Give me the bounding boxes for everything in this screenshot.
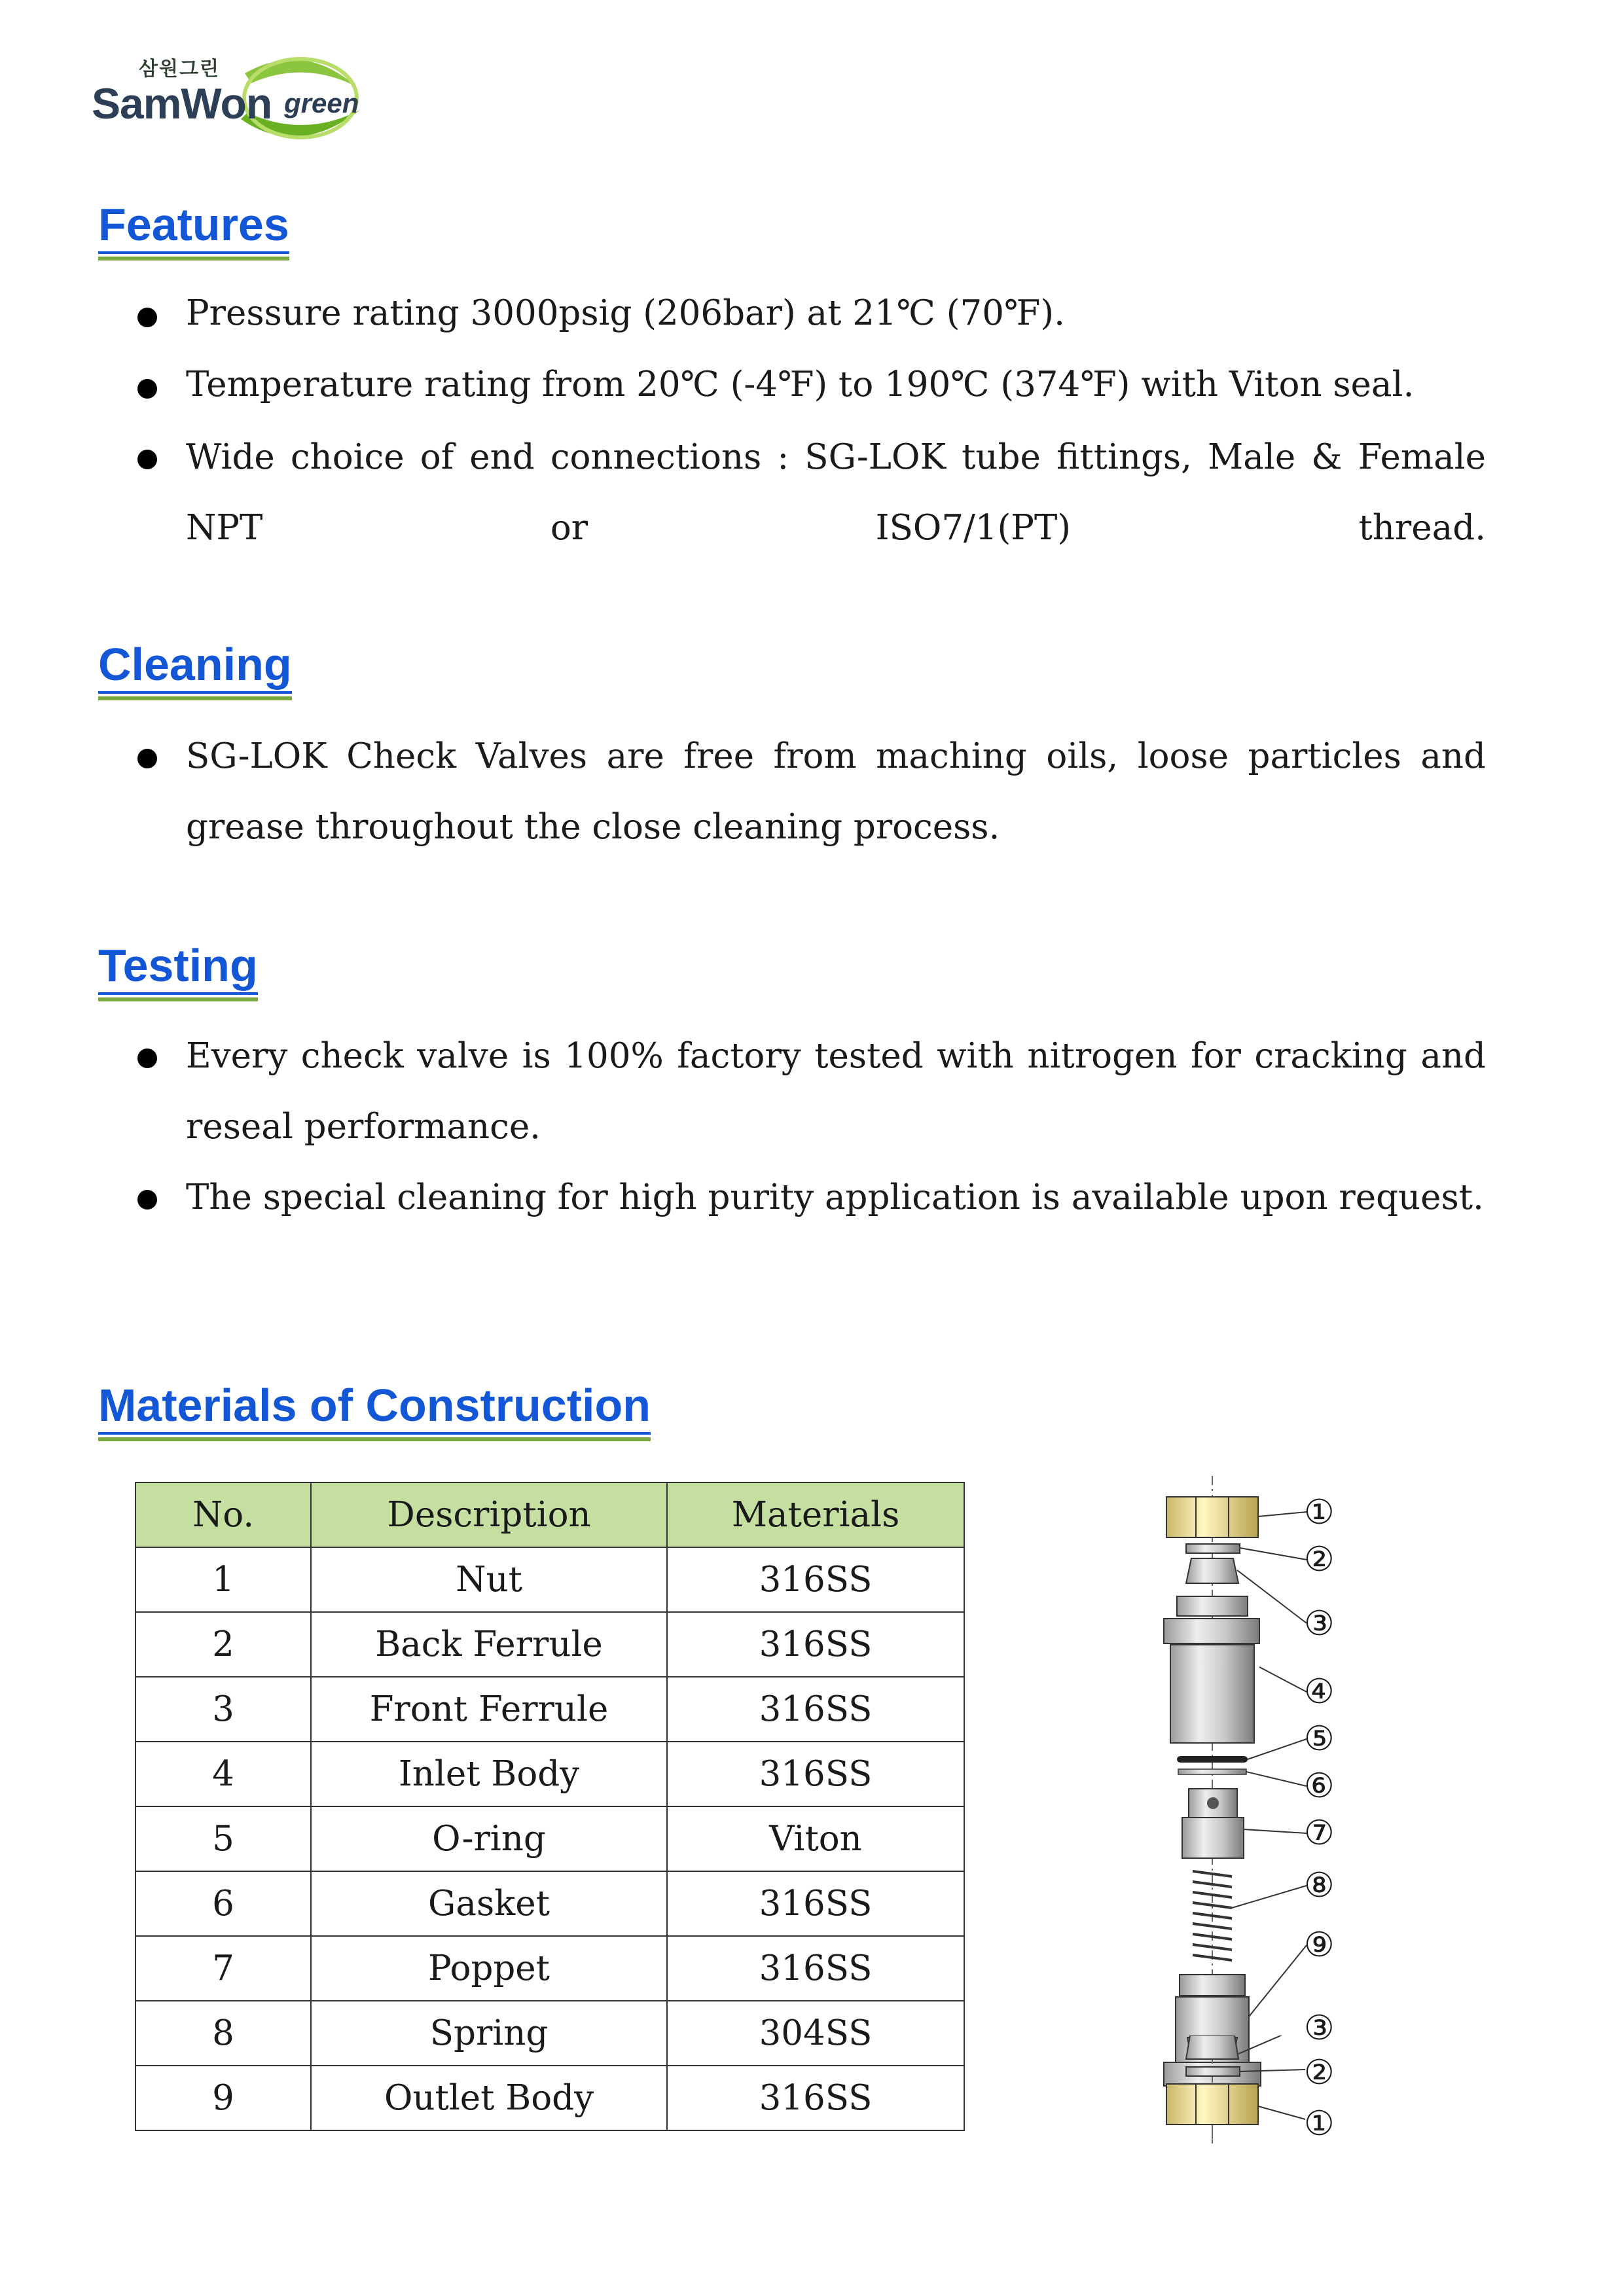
features-bullet-2: Temperature rating from 20℃ (-4℉) to 190℃ (374℉) with Viton seal. — [186, 365, 1415, 404]
cell-no: 3 — [135, 1677, 311, 1742]
table-header-row — [135, 1482, 964, 1547]
bullet-dot — [137, 308, 157, 327]
bullet-dot — [137, 379, 157, 399]
cell-material: Viton — [667, 1806, 964, 1871]
column-header-no: No. — [135, 1482, 311, 1547]
testing-bullet-2: The special cleaning for high purity application is available upon request. — [186, 1177, 1484, 1217]
callout-2-top: ② — [1304, 1540, 1335, 1579]
callout-8: ⑧ — [1304, 1866, 1335, 1905]
features-bullet-3: Wide choice of end connections : SG-LOK tube fittings, Male & Female NPT or ISO7/1(PT) thread. — [186, 437, 1486, 548]
bullet-dot — [137, 1049, 157, 1068]
cell-material: 316SS — [667, 1612, 964, 1677]
cell-no: 5 — [135, 1806, 311, 1871]
callout-1-bottom: ① — [1304, 2104, 1335, 2144]
cell-material: 316SS — [667, 1936, 964, 2001]
table-row — [135, 1677, 964, 1742]
cell-material: 316SS — [667, 1547, 964, 1612]
cell-material: 316SS — [667, 1871, 964, 1936]
cell-description: Gasket — [311, 1871, 667, 1936]
cell-description: O-ring — [311, 1806, 667, 1871]
cell-no: 4 — [135, 1742, 311, 1806]
cleaning-bullet-1: SG-LOK Check Valves are free from maching oils, loose particles and grease throughout the close cleaning process. — [186, 736, 1486, 847]
materials-heading: Materials of Construction — [98, 1382, 651, 1441]
cell-no: 1 — [135, 1547, 311, 1612]
cell-no: 2 — [135, 1612, 311, 1677]
outlet-end-fittings — [1132, 2036, 1381, 2140]
cell-no: 6 — [135, 1871, 311, 1936]
callout-7: ⑦ — [1304, 1814, 1335, 1853]
table-row — [135, 1547, 964, 1612]
table-row — [135, 2001, 964, 2066]
cell-material: 304SS — [667, 2001, 964, 2066]
cleaning-heading: Cleaning — [98, 641, 292, 700]
logo-name-text: SamWon — [92, 79, 272, 128]
materials-table — [135, 1482, 965, 2131]
samwon-green-logo — [88, 47, 369, 152]
table-row — [135, 1871, 964, 1936]
callout-6: ⑥ — [1304, 1767, 1335, 1806]
bullet-dot — [137, 1190, 157, 1210]
logo-korean-text: 삼원그린 — [139, 58, 220, 81]
cell-description: Nut — [311, 1547, 667, 1612]
table-row — [135, 1806, 964, 1871]
logo-suffix-text: green — [284, 88, 359, 118]
bullet-dot — [137, 450, 157, 469]
callout-3-bottom: ③ — [1304, 2009, 1335, 2048]
cell-description: Inlet Body — [311, 1742, 667, 1806]
callout-2-bottom: ② — [1304, 2053, 1335, 2092]
cell-description: Outlet Body — [311, 2066, 667, 2130]
callout-5: ⑤ — [1304, 1719, 1335, 1759]
features-heading: Features — [98, 202, 289, 260]
table-row — [135, 2066, 964, 2130]
features-bullet-1: Pressure rating 3000psig (206bar) at 21℃ (70℉). — [186, 293, 1065, 333]
cell-description: Front Ferrule — [311, 1677, 667, 1742]
callout-3-top: ③ — [1304, 1604, 1335, 1643]
callout-1-top: ① — [1304, 1493, 1335, 1532]
table-row — [135, 1742, 964, 1806]
cell-material: 316SS — [667, 2066, 964, 2130]
cell-no: 8 — [135, 2001, 311, 2066]
callout-4: ④ — [1304, 1672, 1335, 1712]
table-row — [135, 1612, 964, 1677]
cell-description: Spring — [311, 2001, 667, 2066]
testing-bullet-1: Every check valve is 100% factory tested with nitrogen for cracking and reseal performance. — [186, 1036, 1486, 1147]
cell-no: 9 — [135, 2066, 311, 2130]
cell-no: 7 — [135, 1936, 311, 2001]
cell-description: Poppet — [311, 1936, 667, 2001]
table-row — [135, 1936, 964, 2001]
column-header-materials: Materials — [667, 1482, 964, 1547]
column-header-description: Description — [311, 1482, 667, 1547]
cell-description: Back Ferrule — [311, 1612, 667, 1677]
cell-material: 316SS — [667, 1677, 964, 1742]
callout-9: ⑨ — [1304, 1926, 1335, 1965]
bullet-dot — [137, 749, 157, 768]
cell-material: 316SS — [667, 1742, 964, 1806]
testing-heading: Testing — [98, 942, 258, 1001]
